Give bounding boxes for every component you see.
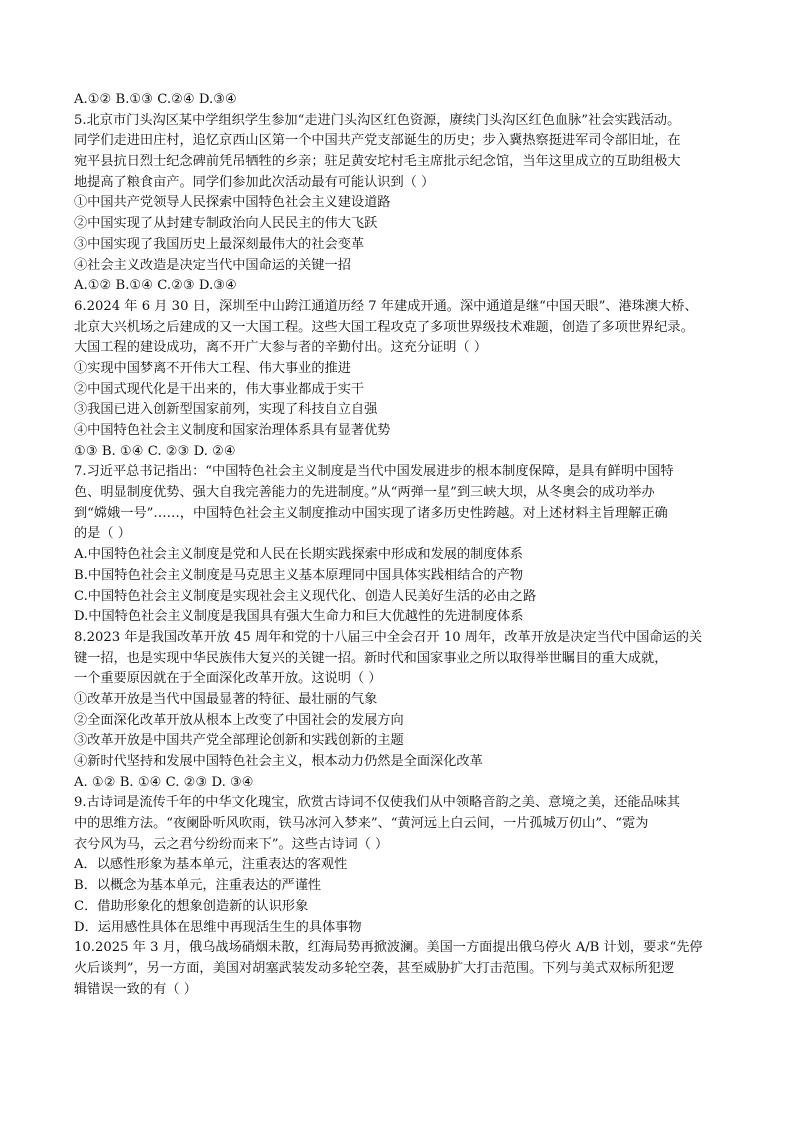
text-line: ②中国实现了从封建专制政治向人民民主的伟大飞跃: [74, 216, 378, 232]
text-line: 地提高了粮食亩产。同学们参加此次活动最有可能认识到（ ）: [74, 174, 435, 190]
text-line: ①实现中国梦离不开伟大工程、伟大事业的推进: [74, 360, 351, 376]
text-line: 10.2025 年 3 月，俄乌战场硝烟未散，红海局势再掀波澜。美国一方面提出俄乌停火 A/B 计划，要求“先停: [74, 940, 703, 956]
exam-page: [74, 90, 734, 1000]
text-line: ④社会主义改造是决定当代中国命运的关键一招: [74, 257, 351, 273]
text-line: ③改革开放是中国共产党全部理论创新和实践创新的主题: [74, 733, 404, 749]
text-line: 北京大兴机场之后建成的又一大国工程。这些大国工程攻克了多项世界级技术难题，创造了多项世界纪录。: [74, 319, 694, 335]
text-line: D．运用感性具体在思维中再现活生生的具体事物: [74, 919, 362, 935]
text-line: B．以概念为基本单元，注重表达的严谨性: [74, 878, 322, 894]
text-line: ①中国共产党领导人民探索中国特色社会主义建设道路: [74, 195, 391, 211]
text-line: ④中国特色社会主义制度和国家治理体系具有显著优势: [74, 423, 391, 438]
text-line: ④新时代坚持和发展中国特色社会主义，根本动力仍然是全面深化改革: [74, 754, 483, 769]
text-line: 中的思维方法。“夜阑卧听风吹雨，铁马冰河入梦来”、“黄河远上白云间，一片孤城万仞山”、“霓为: [74, 816, 649, 832]
text-line: 9.古诗词是流传千年的中华文化瑰宝，欣赏古诗词不仅使我们从中领略音韵之美、意境之美，还能品味其: [74, 795, 681, 811]
text-line: ③中国实现了我国历史上最深刻最伟大的社会变革: [74, 236, 365, 252]
text-line: 到“嫦娥一号”……，中国特色社会主义制度推动中国实现了诸多历史性跨越。对上述材料主旨理解正确: [74, 505, 668, 521]
text-line: ①改革开放是当代中国最显著的特征、最壮丽的气象: [74, 691, 378, 707]
text-line: A.中国特色社会主义制度是党和人民在长期实践探索中形成和发展的制度体系: [74, 547, 523, 563]
text-line: 一个重要原因就在于全面深化改革开放。这说明（ ）: [74, 671, 382, 687]
text-line: 辑错误一致的有（ ）: [74, 981, 197, 997]
text-line: 8.2023 年是我国改革开放 45 周年和党的十八届三中全会召开 10 周年，改革开放是决定当代中国命运的关: [74, 629, 703, 645]
text-line: ②全面深化改革开放从根本上改变了中国社会的发展方向: [74, 712, 404, 728]
text-line: ②中国式现代化是干出来的，伟大事业都成于实干: [74, 381, 365, 397]
text-line: 键一招，也是实现中华民族伟大复兴的关键一招。新时代和国家事业之所以取得举世瞩目的重大成就，: [74, 650, 668, 666]
text-line: D.中国特色社会主义制度是我国具有强大生命力和巨大优越性的先进制度体系: [74, 609, 524, 625]
text-line: A．以感性形象为基本单元，注重表达的客观性: [74, 857, 348, 873]
text-line: ③我国已进入创新型国家前列，实现了科技自立自强: [74, 402, 378, 418]
text-line: B.中国特色社会主义制度是马克思主义基本原理同中国具体实践相结合的产物: [74, 567, 524, 583]
text-line: 5.北京市门头沟区某中学组织学生参加“走进门头沟区红色资源，赓续门头沟区红色血脉”社会实践活动。: [74, 112, 681, 128]
text-line: 衣兮风为马，云之君兮纷纷而来下”。这些古诗词（ ）: [74, 836, 389, 852]
text-line: 大国工程的建设成功，离不开广大参与者的辛勤付出。这充分证明（ ）: [74, 340, 488, 356]
text-line: C．借助形象化的想象创造新的认识形象: [74, 898, 309, 914]
text-line: C.中国特色社会主义制度是实现社会主义现代化、创造人民美好生活的必由之路: [74, 588, 537, 604]
text-line: 色、明显制度优势、强大自我完善能力的先进制度。”从“两弹一星”到三峡大坝，从冬奥会的成功举办: [74, 485, 655, 501]
text-line: 7.习近平总书记指出：“中国特色社会主义制度是当代中国发展进步的根本制度保障，是具有鲜明中国特: [74, 464, 674, 480]
text-line: ①③ B. ①④ C. ②③ D. ②④: [74, 443, 236, 459]
text-line: A. ①② B. ①④ C. ②③ D. ③④: [74, 774, 254, 790]
text-line: 6.2024 年 6 月 30 日，深圳至中山跨江通道历经 7 年建成开通。深中通道是继“中国天眼”、港珠澳大桥、: [74, 298, 698, 314]
text-line: A.①② B.①④ C.②③ D.③④: [74, 278, 237, 294]
text-line: 同学们走进田庄村，追忆京西山区第一个中国共产党支部诞生的历史；步入冀热察挺进军司令部旧址，在: [74, 133, 681, 149]
text-line: 的是（ ）: [74, 526, 131, 542]
text-line: 火后谈判”，另一方面，美国对胡塞武装发动多轮空袭，甚至威胁扩大打击范围。下列与美式双标所犯逻: [74, 960, 675, 976]
text-line: A.①② B.①③ C.②④ D.③④: [74, 92, 237, 107]
text-line: 宛平县抗日烈士纪念碑前凭吊牺牲的乡亲；驻足黄安坨村毛主席批示纪念馆，当年这里成立的互助组极大: [74, 154, 681, 170]
